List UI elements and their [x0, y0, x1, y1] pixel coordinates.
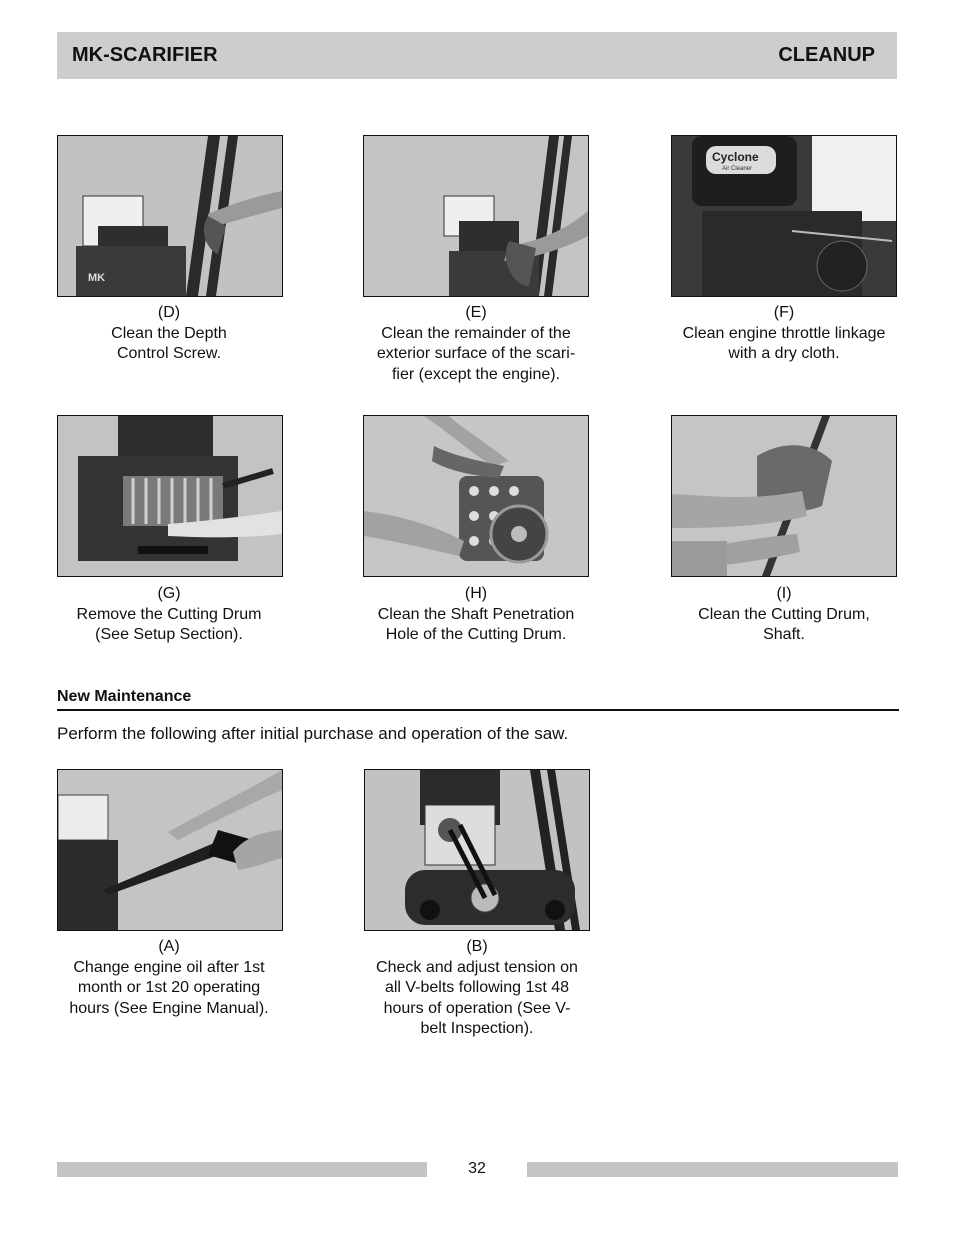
section-title-new-maintenance: New Maintenance [57, 688, 192, 705]
mk-logo-text: MK [88, 272, 106, 284]
photo-step-i [671, 415, 897, 577]
photo-step-b [364, 769, 590, 931]
photo-step-a [57, 769, 283, 931]
photo-step-f [671, 135, 897, 297]
caption-line: Clean the Depth [111, 324, 227, 342]
caption-step-f [664, 303, 904, 365]
photo-step-h [363, 415, 589, 577]
caption-line: (See Setup Section). [95, 626, 243, 644]
section-intro-text: Perform the following after initial purchase and operation of the saw. [57, 724, 569, 743]
caption-line: Change engine oil after 1st [73, 958, 265, 976]
step-letter: (G) [157, 585, 181, 602]
caption-line: with a dry cloth. [728, 345, 840, 363]
caption-line: Clean the remainder of the [381, 324, 571, 342]
caption-line: all V-belts following 1st 48 [384, 979, 570, 997]
caption-line: month or 1st 20 operating [77, 979, 261, 997]
footer-bar-right [527, 1162, 898, 1177]
caption-line: hours of operation (See V- [383, 999, 571, 1017]
caption-line: Remove the Cutting Drum [76, 605, 262, 623]
caption-line: Clean engine throttle linkage [682, 324, 886, 342]
photo-step-g [57, 415, 283, 577]
caption-step-i [664, 584, 904, 646]
step-letter: (F) [773, 304, 795, 321]
footer-bar-left [57, 1162, 427, 1177]
caption-step-g [49, 584, 289, 646]
step-letter: (D) [157, 304, 181, 321]
step-letter: (H) [464, 585, 488, 602]
caption-step-e [356, 303, 596, 385]
photo-step-e [363, 135, 589, 297]
header-bar [57, 32, 897, 79]
caption-line: fier (except the engine). [391, 365, 561, 383]
caption-line: Check and adjust tension on [376, 958, 578, 976]
caption-step-b [357, 937, 597, 1040]
caption-line: Shaft. [763, 626, 805, 644]
step-letter: (B) [466, 938, 488, 955]
step-letter: (E) [465, 304, 487, 321]
step-letter: (I) [776, 585, 792, 602]
cyclone-label-text: Cyclone [712, 150, 759, 164]
caption-step-a [49, 937, 289, 1019]
step-letter: (A) [158, 938, 180, 955]
photo-step-d [57, 135, 283, 297]
caption-line: Control Screw. [116, 345, 222, 363]
document-title: MK-SCARIFIER [72, 44, 218, 66]
caption-line: Hole of the Cutting Drum. [385, 626, 567, 644]
caption-step-h [356, 584, 596, 646]
caption-step-d [49, 303, 289, 365]
caption-line: belt Inspection). [420, 1020, 534, 1038]
caption-line: hours (See Engine Manual). [69, 999, 269, 1017]
caption-line: Clean the Shaft Penetration [377, 605, 575, 623]
caption-line: Clean the Cutting Drum, [698, 605, 870, 623]
air-cleaner-label-text: Air Cleaner [722, 166, 753, 172]
section-name: CLEANUP [778, 44, 875, 66]
section-divider [57, 709, 899, 711]
page-number: 32 [468, 1160, 486, 1177]
caption-line: exterior surface of the scari- [376, 345, 576, 363]
